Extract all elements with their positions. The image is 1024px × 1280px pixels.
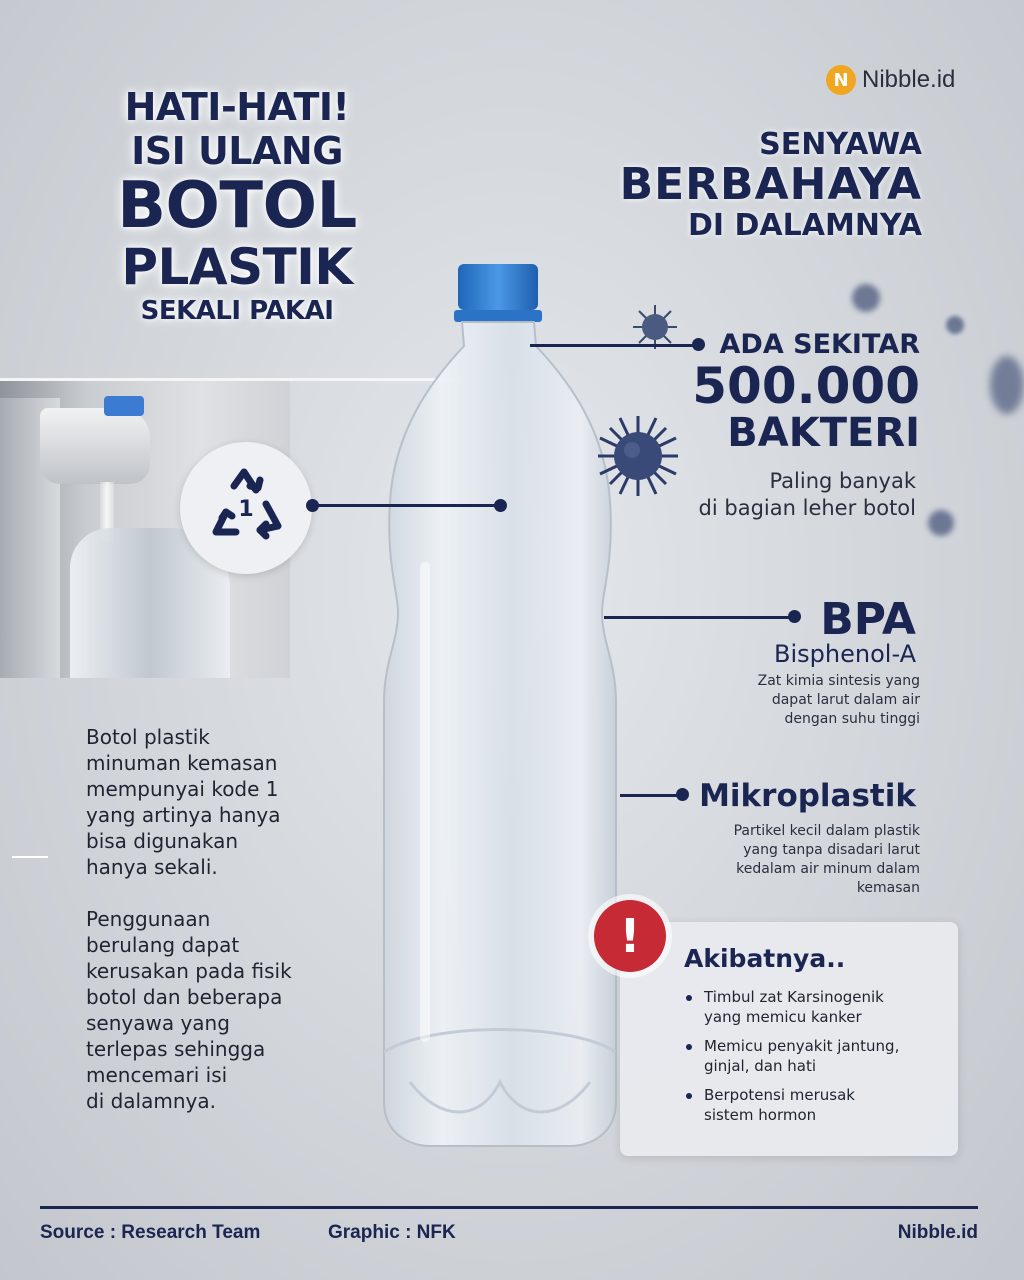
alert-icon: ! <box>594 900 666 972</box>
p2-line: mencemari isi <box>86 1063 228 1087</box>
effect-line: ginjal, dan hati <box>704 1056 816 1075</box>
bacteria-desc-line-2: di bagian leher botol <box>698 495 916 520</box>
bacteria-count: 500.000 <box>692 356 920 415</box>
bacteria-connector-line <box>530 344 698 347</box>
footer-divider <box>40 1206 978 1209</box>
recycle-connector-line <box>312 504 502 507</box>
bpa-connector-line <box>604 616 794 619</box>
bacteria-callout <box>692 329 920 457</box>
effects-list <box>684 988 934 1135</box>
bpa-desc-line-3: dengan suhu tinggi <box>784 710 920 727</box>
heading-line-3: DI DALAMNYA <box>688 208 922 244</box>
mikroplastik-desc-line-2: yang tanpa disadari larut <box>743 841 920 858</box>
p1-line: yang artinya hanya <box>86 803 281 827</box>
p2-line: senyawa yang <box>86 1011 230 1035</box>
recycle-icon <box>180 442 312 574</box>
info-paragraph-1 <box>86 724 326 880</box>
mikroplastik-description <box>680 822 920 898</box>
bpa-title: BPA <box>820 594 916 645</box>
plastic-bottle-illustration <box>370 262 630 1152</box>
list-item <box>684 1037 934 1076</box>
effect-line: yang memicu kanker <box>704 1007 862 1026</box>
mikroplastik-title: Mikroplastik <box>699 778 916 814</box>
section-heading <box>620 128 922 242</box>
title-line-2: ISI ULANG <box>131 129 343 173</box>
title-line-1: HATI-HATI! <box>124 85 350 129</box>
bottle-icon <box>370 262 630 1152</box>
bpa-desc-line-2: dapat larut dalam air <box>771 691 920 708</box>
list-item <box>684 988 934 1027</box>
bacteria-blur-icon-4 <box>928 510 954 536</box>
p1-line: Botol plastik <box>86 725 210 749</box>
bacteria-line-3: BAKTERI <box>727 410 920 457</box>
bacteria-blur-icon-2 <box>946 316 964 334</box>
bacteria-blur-icon-3 <box>990 356 1024 414</box>
mikroplastik-desc-line-1: Partikel kecil dalam plastik <box>733 823 920 839</box>
decorative-divider <box>12 856 48 858</box>
p2-line: terlepas sehingga <box>86 1037 266 1061</box>
recycle-connector-dot-left <box>306 499 319 512</box>
p1-line: mempunyai kode 1 <box>86 777 279 801</box>
mikroplastik-desc-line-4: kemasan <box>856 879 920 896</box>
p1-line: hanya sekali. <box>86 855 218 879</box>
info-paragraph-2 <box>86 906 326 1114</box>
mikroplastik-connector-line <box>620 794 682 797</box>
logo-mark: N <box>826 65 856 95</box>
dispenser-tap-button <box>104 396 144 416</box>
footer-brand: Nibble.id <box>897 1222 978 1243</box>
logo-text: Nibble.id <box>862 66 956 93</box>
recycle-code: 1 <box>238 497 254 522</box>
page-title <box>92 85 382 326</box>
title-line-4: PLASTIK <box>121 238 353 296</box>
p2-line: kerusakan pada fisik <box>86 959 292 983</box>
p2-line: Penggunaan <box>86 907 211 931</box>
bacteria-line-1: ADA SEKITAR <box>719 329 920 360</box>
effect-line: sistem hormon <box>704 1105 817 1124</box>
recycle-connector-dot-right <box>494 499 507 512</box>
mikroplastik-desc-line-3: kedalam air minum dalam <box>736 860 920 877</box>
effects-title: Akibatnya.. <box>684 944 846 973</box>
dispenser-tap <box>40 408 150 484</box>
recycle-badge <box>180 442 312 574</box>
p2-line: berulang dapat <box>86 933 240 957</box>
effect-line: Memicu penyakit jantung, <box>704 1037 900 1055</box>
list-item <box>684 1086 934 1125</box>
brand-logo <box>826 62 955 98</box>
bacteria-blur-icon-1 <box>852 284 880 312</box>
effect-line: Timbul zat Karsinogenik <box>704 988 884 1006</box>
p1-line: bisa digunakan <box>86 829 239 853</box>
bacteria-desc-line-1: Paling banyak <box>769 469 916 493</box>
footer-graphic-credit: Graphic : NFK <box>328 1222 456 1243</box>
p2-line: di dalamnya. <box>86 1089 216 1113</box>
footer-source: Source : Research Team <box>40 1222 261 1243</box>
mikroplastik-connector-dot <box>676 788 689 801</box>
p1-line: minuman kemasan <box>86 751 278 775</box>
title-line-3: BOTOL <box>117 169 357 243</box>
heading-line-1: SENYAWA <box>759 127 922 162</box>
heading-line-2: BERBAHAYA <box>619 159 922 210</box>
bpa-subtitle: Bisphenol-A <box>774 640 916 668</box>
p2-line: botol dan beberapa <box>86 985 283 1009</box>
bacteria-large-icon <box>590 408 686 504</box>
bpa-connector-dot <box>788 610 801 623</box>
bpa-description <box>680 672 920 729</box>
bpa-desc-line-1: Zat kimia sintesis yang <box>757 673 920 689</box>
effect-line: Berpotensi merusak <box>704 1086 855 1104</box>
bacteria-description <box>699 468 916 522</box>
title-line-5: SEKALI PAKAI <box>140 296 334 326</box>
